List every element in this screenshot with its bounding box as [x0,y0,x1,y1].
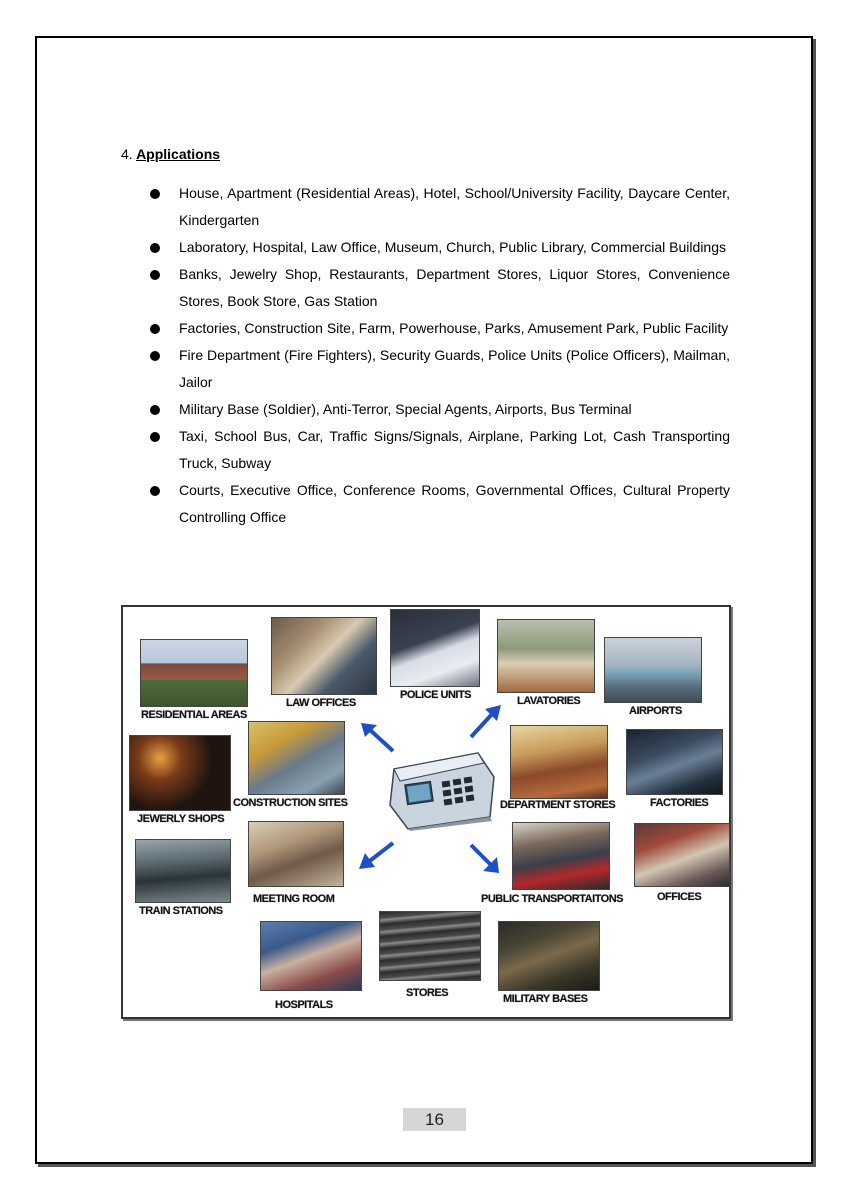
residential-areas-photo [140,639,248,707]
list-item-text: Courts, Executive Office, Conference Rooms, Governmental Offices, Cultural Property Controlling Office [179,482,730,525]
jewerly-shops-photo [129,735,231,811]
bullet-icon [150,405,160,415]
list-item-text: Military Base (Soldier), Anti-Terror, Special Agents, Airports, Bus Terminal [179,401,632,417]
hospitals-photo [260,921,362,991]
list-item-text: Factories, Construction Site, Farm, Powerhouse, Parks, Amusement Park, Public Facility [179,320,729,336]
bullet-icon [150,270,160,280]
public-transportations-photo [512,822,610,890]
section-number: 4. [121,146,133,162]
caption-residential-areas: RESIDENTIAL AREAS [141,709,247,721]
caption-meeting-room: MEETING ROOM [253,893,335,905]
law-offices-photo [271,617,377,695]
arrow-down-left-icon [357,839,397,873]
meeting-room-photo [248,821,344,887]
caption-military-bases: MILITARY BASES [503,993,588,1005]
list-item [150,180,730,234]
section-heading [121,146,220,162]
bullet-icon [150,432,160,442]
section-title: Applications [136,146,221,162]
fingerprint-device-illustration [386,747,498,831]
arrow-up-right-icon [467,703,503,743]
bullet-icon [150,486,160,496]
list-item [150,423,730,477]
list-item [150,315,730,342]
military-bases-photo [498,921,600,991]
arrow-down-right-icon [467,841,501,875]
factories-photo [626,729,723,795]
caption-train-stations: TRAIN STATIONS [139,905,223,917]
caption-offices: OFFICES [657,891,702,903]
caption-airports: AIRPORTS [629,705,682,717]
caption-lavatories: LAVATORIES [517,695,581,707]
list-item-text: Banks, Jewelry Shop, Restaurants, Department Stores, Liquor Stores, Convenience Stores, Book Store, Gas Station [179,266,730,309]
list-item-text: Laboratory, Hospital, Law Office, Museum, Church, Public Library, Commercial Buildings [179,239,726,255]
caption-public-transportations: PUBLIC TRANSPORTAITONS [481,893,623,905]
bullet-icon [150,243,160,253]
caption-jewerly-shops: JEWERLY SHOPS [137,813,225,825]
construction-sites-photo [248,721,345,795]
lavatories-photo [497,619,595,693]
list-item-text: Taxi, School Bus, Car, Traffic Signs/Signals, Airplane, Parking Lot, Cash Transporting Truck, Subway [179,428,730,471]
caption-law-offices: LAW OFFICES [286,697,356,709]
applications-list [150,180,730,531]
train-stations-photo [135,839,231,903]
list-item [150,477,730,531]
bullet-icon [150,351,160,361]
caption-construction-sites: CONSTRUCTION SITES [233,797,348,809]
bullet-icon [150,324,160,334]
list-item-text: House, Apartment (Residential Areas), Hotel, School/University Facility, Daycare Center, Kindergarten [179,185,730,228]
caption-police-units: POLICE UNITS [400,689,472,701]
arrow-up-left-icon [359,721,399,757]
department-stores-photo [510,725,608,799]
list-item [150,342,730,396]
stores-photo [379,911,481,981]
list-item [150,234,730,261]
list-item [150,396,730,423]
caption-stores: STORES [406,987,449,999]
offices-photo [634,823,730,887]
caption-factories: FACTORIES [650,797,709,809]
page-number: 16 [403,1108,466,1131]
bullet-icon [150,189,160,199]
list-item-text: Fire Department (Fire Fighters), Security Guards, Police Units (Police Officers), Mailman, Jailor [179,347,730,390]
caption-hospitals: HOSPITALS [275,999,333,1011]
applications-figure [121,605,731,1019]
airports-photo [604,637,702,703]
police-units-photo [390,609,480,687]
list-item [150,261,730,315]
caption-department-stores: DEPARTMENT STORES [500,799,616,811]
